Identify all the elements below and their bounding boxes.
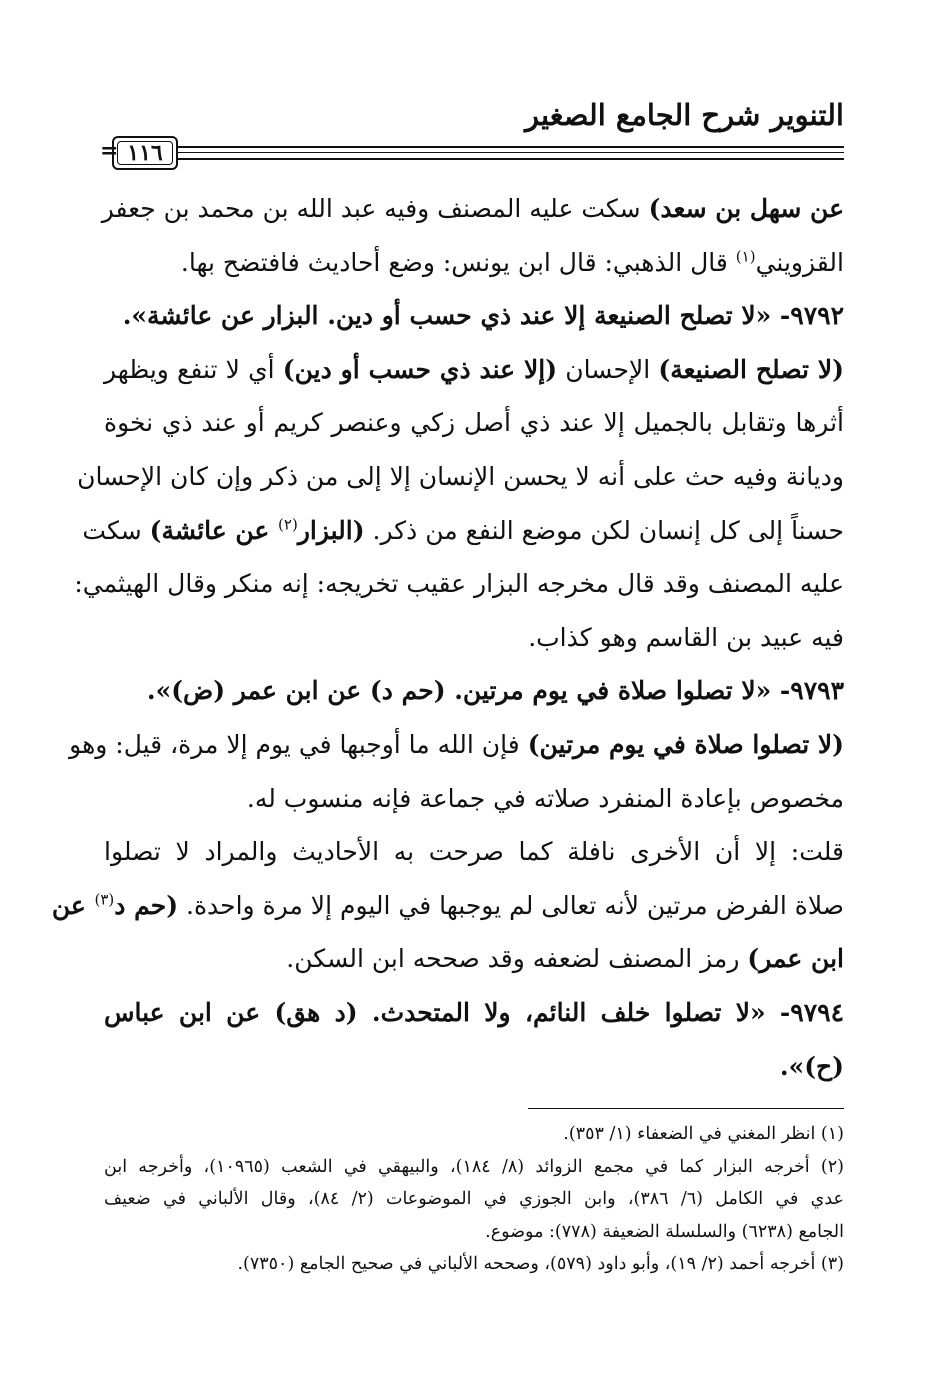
page-number-box: ١١٦ (112, 136, 178, 170)
bold-text: (حم د (114, 890, 179, 920)
text-run: قال الذهبي: قال ابن يونس: وضع أحاديث فافتضح بها. (180, 247, 736, 277)
text-line (104, 772, 844, 826)
footnote-line: (٣) أخرجه أحمد (٢/ ١٩)، وأبو داود (٥٧٩)، وصححه الألباني في صحيح الجامع (٧٣٥٠). (237, 1254, 844, 1274)
bold-text: (البزار (297, 515, 365, 545)
bold-text: عن عائشة) (149, 515, 279, 545)
bold-text: ٩٧٩٤- «لا تصلوا خلف النائم، ولا المتحدث. (د هق) عن ابن عباس (104, 997, 844, 1027)
text-run: القزويني (755, 247, 844, 277)
header-rule-bottom (170, 158, 844, 160)
main-text (51, 182, 844, 1093)
bold-text: (لا تصلح الصنيعة) (658, 354, 844, 384)
bold-text: ابن عمر) (747, 944, 844, 974)
header-rule-top (170, 146, 844, 148)
bold-text: ٩٧٩٢- «لا تصلح الصنيعة إلا عند ذي حسب أو دين. البزار عن عائشة». (122, 301, 844, 331)
footnote-separator (528, 1108, 844, 1109)
footnote-line: (٢) أخرجه البزار كما في مجمع الزوائد (٨/ ١٨٤)، والبيهقي في الشعب (١٠٩٦٥)، وأخرجه ابن (104, 1156, 844, 1177)
footnote-ref: (٢) (278, 515, 298, 534)
text-line (82, 504, 844, 558)
text-run: أثرها وتقابل بالجميل إلا عند ذي أصل زكي وعنصر كريم أو عند ذي نخوة (104, 408, 844, 438)
bold-text: (إلا عند ذي حسب أو دين) (282, 354, 558, 384)
text-run: رمز المصنف لضعفه وقد صححه ابن السكن. (286, 944, 748, 974)
text-run: حسناً إلى كل إنسان لكن موضع النفع من ذكر. (364, 515, 844, 545)
text-line (104, 289, 844, 343)
text-line (104, 1040, 844, 1094)
text-run: مخصوص بإعادة المنفرد صلاته في جماعة فإنه منسوب له. (246, 783, 844, 813)
footnotes (104, 1118, 844, 1281)
text-line (104, 825, 844, 879)
bold-text: (لا تصلوا صلاة في يوم مرتين) (527, 729, 844, 759)
bold-text: (ح)». (779, 1051, 844, 1081)
text-run: وديانة وفيه حث على أنه لا يحسن الإنسان إلا إلى من ذكر وإن كان الإحسان (77, 461, 844, 491)
text-line (74, 557, 844, 611)
text-run: قلت: إلا أن الأخرى نافلة كما صرحت به الأحاديث والمراد لا تصلوا (104, 837, 844, 867)
text-line (104, 932, 844, 986)
bold-text: عن سهل بن سعد) (648, 194, 844, 223)
header-rule-end: = (100, 138, 119, 164)
text-run: عليه المصنف وقد قال مخرجه البزار عقيب تخريجه: إنه منكر وقال الهيثمي: (74, 569, 844, 599)
text-run: سكت عليه المصنف وفيه عبد الله بن محمد بن جعفر (101, 194, 649, 223)
footnote-line: (١) انظر المغني في الضعفاء (١/ ٣٥٣). (563, 1124, 844, 1144)
text-run: فإن الله ما أوجبها في يوم إلا مرة، قيل: وهو (69, 729, 528, 759)
text-line (51, 879, 844, 933)
text-run: سكت (82, 515, 150, 545)
text-line (101, 182, 844, 236)
header-rule-middle (170, 152, 844, 153)
text-line (104, 664, 844, 718)
text-run: الإحسان (557, 354, 659, 384)
text-line (104, 396, 844, 450)
text-line (104, 986, 844, 1040)
footnote-ref: (١) (735, 247, 756, 266)
text-line (69, 718, 844, 772)
text-line (104, 343, 844, 397)
footnote-line: عدي في الكامل (٦/ ٣٨٦)، وابن الجوزي في الموضوعات (٢/ ٨٤)، وقال الألباني في ضعيف (104, 1189, 844, 1209)
text-line (77, 450, 844, 504)
bold-text: عن (51, 890, 95, 920)
running-header-title: التنوير شرح الجامع الصغير (525, 98, 844, 132)
text-line (104, 236, 844, 290)
footnote-line: الجامع (٦٢٣٨) والسلسلة الضعيفة (٧٧٨): موضوع. (485, 1221, 844, 1242)
bold-text: ٩٧٩٣- «لا تصلوا صلاة في يوم مرتين. (حم د) عن ابن عمر (ض)». (146, 676, 844, 706)
text-run: أي لا تنفع ويظهر (104, 354, 283, 384)
text-line (104, 611, 844, 665)
footnote-ref: (٣) (94, 890, 115, 909)
text-run: صلاة الفرض مرتين لأنه تعالى لم يوجبها في اليوم إلا مرة واحدة. (178, 890, 844, 920)
text-run: فيه عبيد بن القاسم وهو كذاب. (528, 622, 844, 652)
